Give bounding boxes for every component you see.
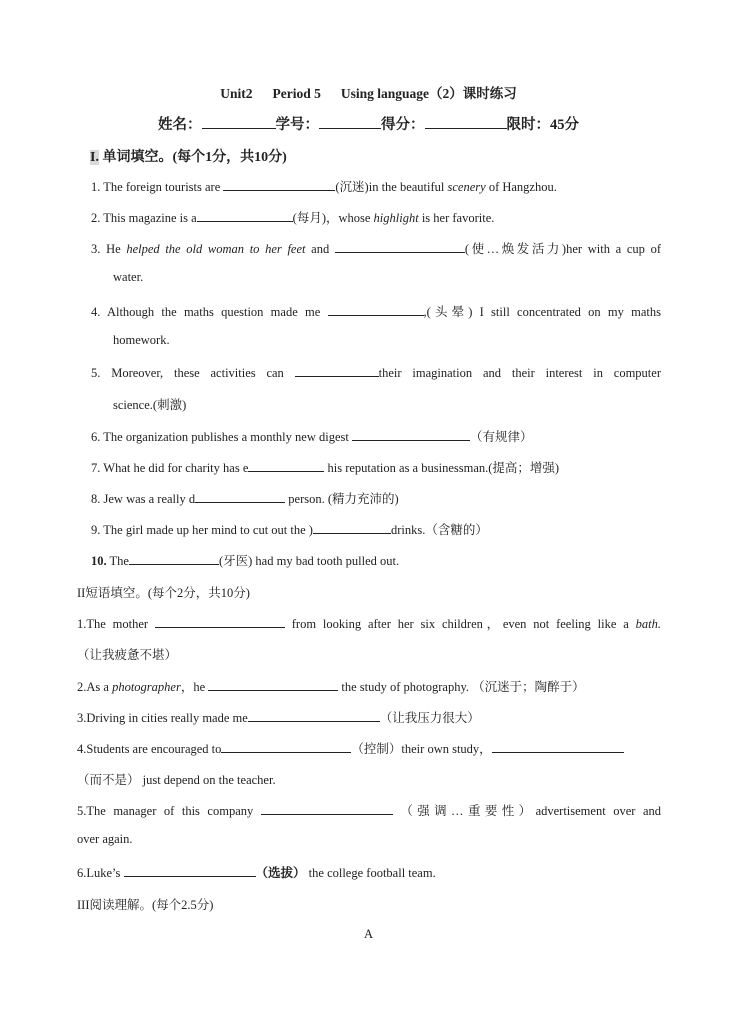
q-text: their imagination and their interest in computer <box>378 366 661 380</box>
answer-blank[interactable] <box>221 740 351 753</box>
s2-question-4-cont: （而不是） just depend on the teacher. <box>77 773 276 787</box>
q-text: The <box>109 554 129 568</box>
q-text: （控制）their own study， <box>351 742 492 756</box>
title-period: Period 5 <box>272 86 321 101</box>
q-text: This magazine is a <box>103 211 197 225</box>
section3-heading: III阅读理解。(每个2.5分) <box>77 898 214 912</box>
answer-blank[interactable] <box>197 209 293 222</box>
q-text: 1.The mother <box>77 617 155 631</box>
q-number: 9. <box>91 523 101 537</box>
answer-blank[interactable] <box>208 678 338 691</box>
q-text: person. (精力充沛的) <box>285 492 399 506</box>
q-text: 5.The manager of this company <box>77 804 261 818</box>
q-text: 3.Driving in cities really made me <box>77 711 248 725</box>
answer-blank[interactable] <box>195 490 285 503</box>
q-text: of Hangzhou. <box>485 180 557 194</box>
s2-question-1-cont: （让我疲惫不堪） <box>77 648 178 662</box>
title-unit: Unit2 <box>220 86 253 101</box>
s2-question-3 <box>77 708 480 726</box>
s2-question-2 <box>77 677 585 695</box>
answer-blank[interactable] <box>155 615 285 628</box>
q-number: 3. <box>91 242 101 256</box>
q-text: the study of photography. （沉迷于；陶醉于） <box>338 680 585 694</box>
q-number: 4. <box>91 305 101 319</box>
q-text: from looking after her six children，even not feeling like a <box>284 617 636 631</box>
answer-blank[interactable] <box>124 864 256 877</box>
q-number: 2. <box>91 211 101 225</box>
s1-question-7 <box>91 458 559 476</box>
q-italic: scenery <box>447 180 486 194</box>
q-text: He <box>106 242 127 256</box>
q-text: his reputation as a businessman.(提高；增强) <box>324 461 560 475</box>
q-text: (使…焕发活力)her with a cup of <box>464 242 661 256</box>
answer-blank[interactable] <box>248 709 380 722</box>
q-text: and <box>305 242 335 256</box>
q-number: 5. <box>91 366 101 380</box>
section2-heading: II短语填空。(每个2分，共10分) <box>77 586 250 600</box>
q-text: （有规律） <box>469 430 533 444</box>
q-text: drinks.（含糖的） <box>390 523 488 537</box>
title-topic: Using language（2）课时练习 <box>340 86 517 101</box>
s2-question-1 <box>77 614 661 632</box>
q-italic: photographer <box>112 680 181 694</box>
q-text: Although the maths question made me <box>106 305 328 319</box>
section1-heading-text: 单词填空。(每个1分，共10分) <box>102 150 287 165</box>
q-text: What he did for charity has e <box>103 461 249 475</box>
q-text: the college football team. <box>305 866 436 880</box>
s2-question-5 <box>77 801 661 819</box>
worksheet-title <box>0 82 737 102</box>
q-text: （强调…重要性）advertisement over and <box>392 804 662 818</box>
q-number: 6. <box>91 430 101 444</box>
q-text: (牙医) had my bad tooth pulled out. <box>218 554 400 568</box>
section1-number: I. <box>90 150 99 165</box>
s2-question-6 <box>77 863 436 881</box>
q-italic: helped the old woman to her feet <box>126 242 306 256</box>
name-label: 姓名： <box>158 117 202 133</box>
section1-heading <box>90 146 287 166</box>
s1-question-3-cont: water. <box>113 270 144 284</box>
s1-question-9 <box>91 520 488 538</box>
q-number: 7. <box>91 461 101 475</box>
name-blank[interactable] <box>202 114 276 129</box>
answer-blank[interactable] <box>129 552 219 565</box>
id-blank[interactable] <box>319 114 381 129</box>
q-text: Jew was a really d <box>103 492 196 506</box>
s1-question-8 <box>91 489 399 507</box>
passage-label: A <box>363 927 374 941</box>
s1-question-5-cont: science.(刺激) <box>113 398 187 412</box>
q-text: （让我压力很大） <box>379 711 480 725</box>
s1-question-4 <box>91 302 661 320</box>
s1-question-3 <box>91 239 661 257</box>
time-label: 限时：45分 <box>506 117 579 133</box>
q-text: ，he <box>180 680 209 694</box>
s1-question-2 <box>91 208 494 226</box>
s2-question-4 <box>77 739 624 757</box>
s1-question-10 <box>91 551 399 569</box>
q-text: (沉迷)in the beautiful <box>335 180 448 194</box>
s2-question-5-cont: over again. <box>77 832 133 846</box>
q-text: (每月)，whose <box>292 211 374 225</box>
q-text: 6.Luke’s <box>77 866 124 880</box>
s1-question-6 <box>91 427 532 445</box>
q-text: 4.Students are encouraged to <box>77 742 222 756</box>
q-text: The foreign tourists are <box>103 180 224 194</box>
answer-blank[interactable] <box>492 740 624 753</box>
answer-blank[interactable] <box>352 428 470 441</box>
answer-blank[interactable] <box>223 178 335 191</box>
q-text: （选拔） <box>255 866 306 880</box>
q-text: Moreover, these activities can <box>111 366 295 380</box>
answer-blank[interactable] <box>335 240 465 253</box>
q-number: 8. <box>91 492 101 506</box>
answer-blank[interactable] <box>313 521 391 534</box>
q-text: is her favorite. <box>418 211 495 225</box>
s1-question-4-cont: homework. <box>113 333 170 347</box>
answer-blank[interactable] <box>248 459 324 472</box>
q-text: The girl made up her mind to cut out the ) <box>103 523 313 537</box>
q-text: ,(头晕) I still concentrated on my maths <box>423 305 661 319</box>
q-italic: bath. <box>635 617 661 631</box>
q-text: The organization publishes a monthly new digest <box>103 430 352 444</box>
q-text: 2.As a <box>77 680 113 694</box>
q-number: 1. <box>91 180 101 194</box>
score-label: 得分： <box>381 117 425 133</box>
answer-blank[interactable] <box>295 364 379 377</box>
student-info-line <box>0 113 737 134</box>
q-number: 10. <box>91 554 107 568</box>
answer-blank[interactable] <box>328 303 424 316</box>
q-italic: highlight <box>373 211 419 225</box>
id-label: 学号： <box>275 117 319 133</box>
score-blank[interactable] <box>425 114 507 129</box>
s1-question-5 <box>91 364 661 381</box>
answer-blank[interactable] <box>261 802 393 815</box>
s1-question-1 <box>91 177 557 195</box>
